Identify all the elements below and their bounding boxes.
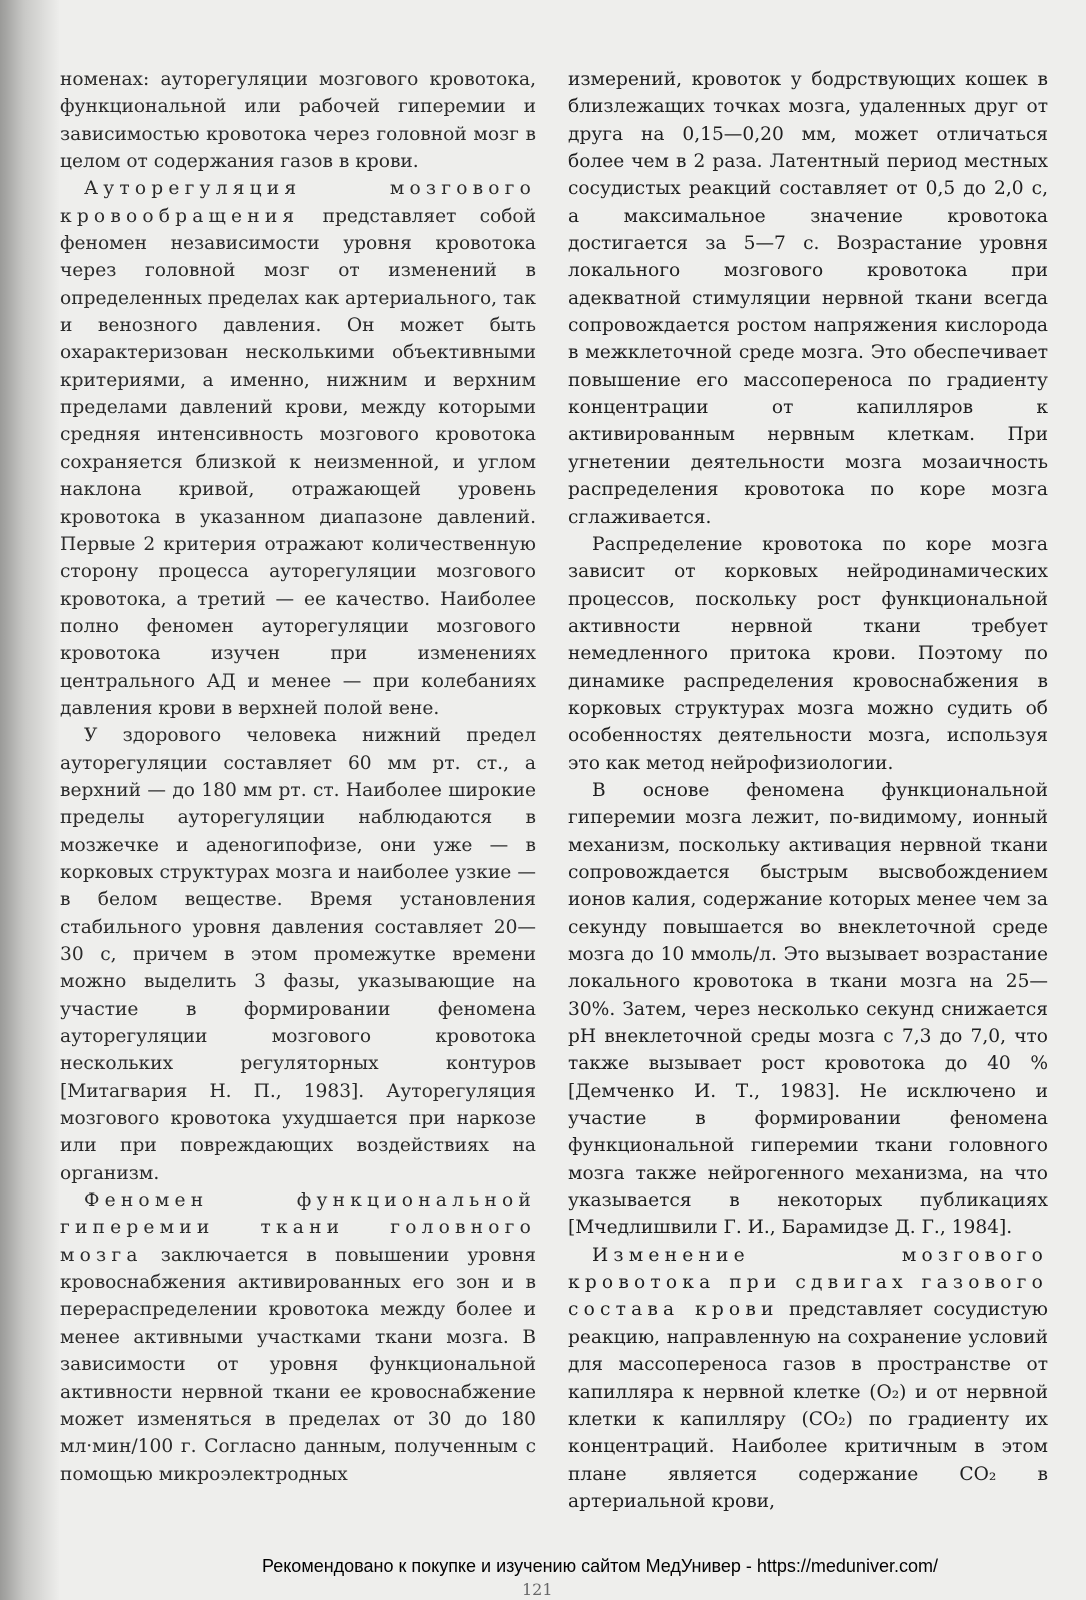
- paragraph: [60, 1187, 536, 1488]
- paragraph: номенах: ауторегуляции мозгового кровотока, функциональной или рабочей гиперемии и зависимостью кровотока через головной мозг в целом от содержания газов в крови.: [60, 69, 536, 173]
- paragraph: измерений, кровоток у бодрствующих кошек в близлежащих точках мозга, удаленных друг от друга на 0,15—0,20 мм, может отличаться более чем в 2 раза. Латентный период местных сосудистых реакций составляет от 0,5 до 2,0 с, а максимальное значение кровотока достигается за 5—7 с. Возрастание уровня локального мозгового кровотока при адекватной стимуляции нервной ткани всегда сопровождается ростом напряжения кислорода в межклеточной среде мозга. Это обеспечивает повышение его массопереноса по градиенту концентрации от капилляров к активированным нервным клеткам. При угнетении деятельности мозга мозаичность распределения кровотока по коре мозга сглаживается.: [568, 69, 1048, 528]
- paragraph: Распределение кровотока по коре мозга зависит от корковых нейродинамических процессов, поскольку рост функциональной активности нервной ткани требует немедленного притока крови. Поэтому по динамике распределения кровоснабжения в корковых структурах мозга можно судить об особенностях деятельности мозга, используя это как метод нейрофизиологии.: [568, 533, 1048, 774]
- paragraph: [60, 175, 536, 722]
- paragraph-text: представляет собой феномен независимости уровня кровотока через головной мозг от изменений в определенных пределах как артериального, так и венозного давления. Он может быть охарактеризован несколькими объективными критериями, а именно, нижним и верхним пределами давлений крови, между которыми средняя интенсивность мозгового кровотока сохраняется близкой к неизменной, и углом наклона кривой, отражающей уровень кровотока в указанном диапазоне давлений. Первые 2 критерия отражают количественную сторону процесса ауторегуляции мозгового кровотока, а третий — ее качество. Наиболее полно феномен ауторегуляции мозгового кровотока изучен при изменениях центрального АД и менее — при колебаниях давления крови в верхней полой вене.: [60, 205, 536, 719]
- paragraph-text: представляет сосудистую реакцию, направленную на сохранение условий для массопереноса газов в пространстве от капилляра к нервной клетке (O₂) и от нервной клетки к капилляру (CO₂) по градиенту их концентраций. Наиболее критичным в этом плане является содержание CO₂ в артериальной крови,: [568, 1299, 1048, 1512]
- spaced-term: Изменение мозгового кровотока при сдвигах газового состава крови: [568, 1244, 1048, 1321]
- paragraph: [568, 1242, 1048, 1515]
- right-column: [568, 66, 1048, 1515]
- spaced-term: Феномен функциональной гиперемии ткани головного мозга: [60, 1190, 536, 1266]
- footer-watermark: Рекомендовано к покупке и изучению сайтом МедУнивер - https://meduniver.com/: [262, 1556, 938, 1576]
- page-edge-shadow: [0, 0, 60, 1600]
- left-column: [60, 66, 536, 1488]
- paragraph-text: заключается в повышении уровня кровоснабжения активированных его зон и в перераспределении кровотока между более и менее активными участками ткани мозга. В зависимости от уровня функциональной активности нервной ткани ее кровоснабжение может изменяться в пределах от 30 до 180 мл·мин/100 г. Согласно данным, полученным с помощью микроэлектродных: [60, 1244, 536, 1485]
- spaced-term: Ауторегуляция мозгового кровообращения: [60, 178, 536, 227]
- paragraph: У здорового человека нижний предел ауторегуляции составляет 60 мм рт. ст., а верхний — до 180 мм рт. ст. Наиболее широкие пределы ауторегуляции наблюдаются в мозжечке и аденогипофизе, они уже — в корковых структурах мозга и наиболее узкие — в белом веществе. Время установления стабильного уровня давления составляет 20—30 с, причем в этом промежутке времени можно выделить 3 фазы, указывающие на участие в формировании феномена ауторегуляции мозгового кровотока нескольких регуляторных контуров [Митагвария Н. П., 1983]. Ауторегуляция мозгового кровотока ухудшается при наркозе или при повреждающих воздействиях на организм.: [60, 725, 536, 1184]
- page-number: 121: [522, 1580, 553, 1599]
- paragraph: В основе феномена функциональной гиперемии мозга лежит, по-видимому, ионный механизм, поскольку активация нервной ткани сопровождается быстрым высвобождением ионов калия, содержание которых менее чем за секунду повышается во внеклеточной среде мозга до 10 ммоль/л. Это вызывает возрастание локального кровотока в ткани мозга на 25—30%. Затем, через несколько секунд снижается pH внеклеточной среды мозга с 7,3 до 7,0, что также вызывает рост кровотока до 40 % [Демченко И. Т., 1983]. Не исключено и участие в формировании феномена функциональной гиперемии ткани головного мозга также нейрогенного механизма, на что указывается в некоторых публикациях [Мчедлишвили Г. И., Барамидзе Д. Г., 1984].: [568, 779, 1048, 1239]
